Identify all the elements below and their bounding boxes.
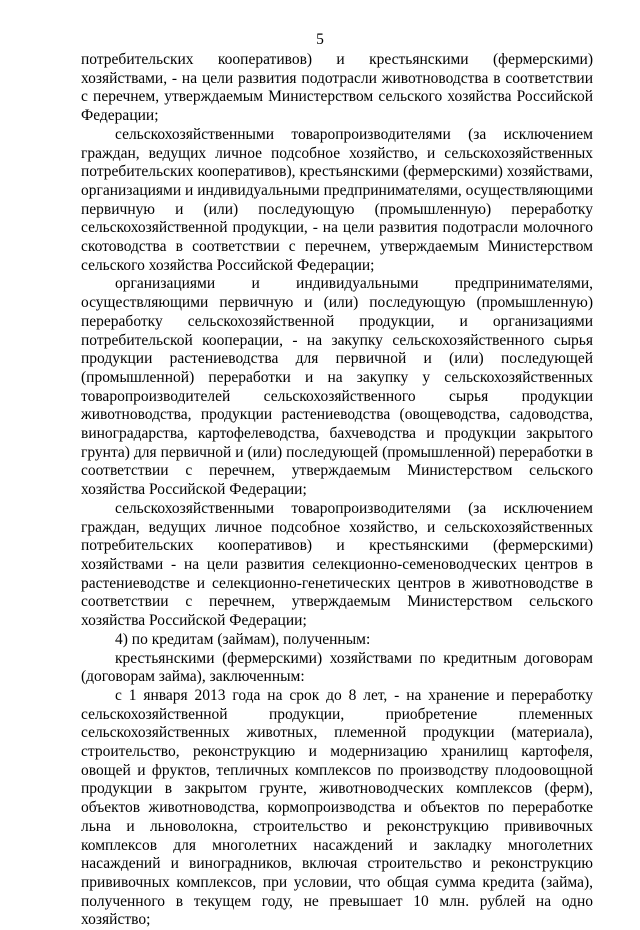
page-number: 5: [316, 31, 324, 48]
paragraph-loans-2013: с 1 января 2013 года на срок до 8 лет, - на хранение и переработку сельскохозяйственной продукции, приобретение племенных сельскохозяйственных животных, племенной продукции (материала), строительство, реконструкцию и модернизацию хранилищ картофеля, овощей и фруктов, тепличных комплексов по производству плодоовощной продукции в закрытом грунте, животноводческих комплексов (ферм), объектов животноводства, кормопроизводства и объектов по переработке льна и льноволокна, строительство и реконструкцию прививочных комплексов для многолетних насаждений и закладку многолетних насаждений и виноградников, включая строительство и реконструкцию прививочных комплексов, при условии, что общая сумма кредита (займа), полученного в текущем году, не превышает 10 млн. рублей на одно хозяйство;: [81, 686, 593, 929]
paragraph-item-4-heading: 4) по кредитам (займам), полученным:: [115, 630, 371, 648]
document-body: [81, 51, 593, 930]
paragraph-peasant-farms: крестьянскими (фермерскими) хозяйствами по кредитным договорам (договорам займа), заключенным:: [81, 649, 593, 686]
paragraph-continuation: потребительских кооперативов) и крестьянскими (фермерскими) хозяйствами, - на цели развития подотрасли животноводства в соответствии с перечнем, утверждаемым Министерством сельского хозяйства Российской Федерации;: [81, 51, 593, 125]
paragraph-processing-purchase: организациями и индивидуальными предпринимателями, осуществляющими первичную и (или) последующую (промышленную) переработку сельскохозяйственной продукции, и организациями потребительской кооперации, - на закупку сельскохозяйственного сырья продукции растениеводства для первичной и (или) последующей (промышленной) переработки и на закупку у сельскохозяйственных товаропроизводителей сельскохозяйственного сырья продукции животноводства, продукции растениеводства (овощеводства, садоводства, виноградарства, картофелеводства, бахчеводства и продукции закрытого грунта) для первичной и (или) последующей (промышленной) переработки в соответствии с перечнем, утверждаемым Министерством сельского хозяйства Российской Федерации;: [81, 275, 593, 499]
paragraph-dairy-cattle: сельскохозяйственными товаропроизводителями (за исключением граждан, ведущих личное подсобное хозяйство, и сельскохозяйственных потребительских кооперативов), крестьянскими (фермерскими) хозяйствами, организациями и индивидуальными предпринимателями, осуществляющими первичную и (или) последующую (промышленную) переработку сельскохозяйственной продукции, - на цели развития подотрасли молочного скотоводства в соответствии с перечнем, утверждаемым Министерством сельского хозяйства Российской Федерации;: [81, 125, 593, 274]
paragraph-breeding-centers: сельскохозяйственными товаропроизводителями (за исключением граждан, ведущих личное подсобное хозяйство, и сельскохозяйственных потребительских кооперативов) и крестьянскими (фермерскими) хозяйствами - на цели развития селекционно-семеноводческих центров в растениеводстве и селекционно-генетических центров в животноводстве в соответствии с перечнем, утверждаемым Министерством сельского хозяйства Российской Федерации;: [81, 499, 593, 630]
